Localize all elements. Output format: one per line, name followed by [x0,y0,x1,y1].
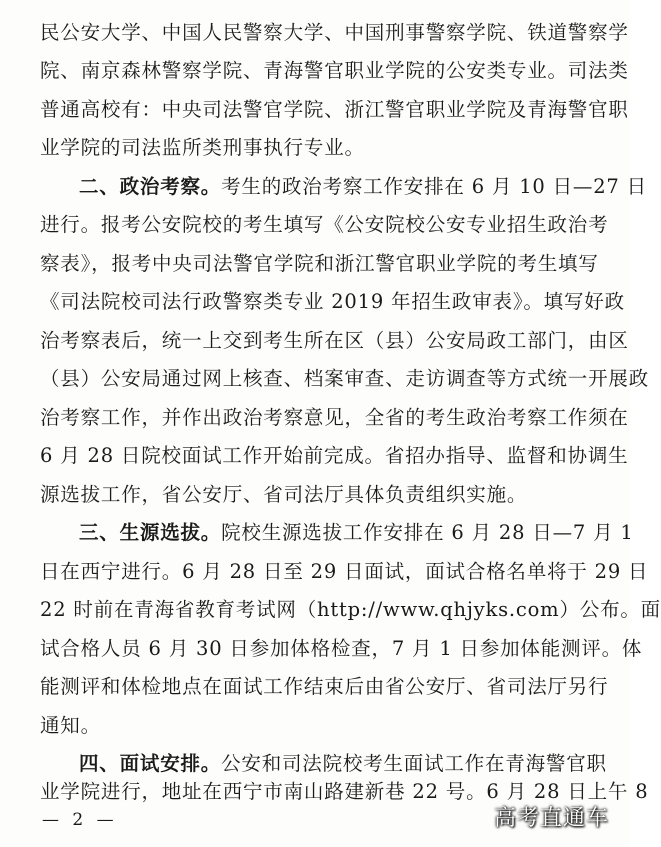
text-line: 试合格人员 6 月 30 日参加体格检查，7 月 1 日参加体能测评。体 [40,637,643,660]
section-heading: 三、生源选拔。 [79,521,222,544]
section-heading: 二、政治考察。 [79,175,222,198]
section-paragraph-political [79,172,647,202]
text-line: 进行。报考公安院校的考生填写《公安院校公安专业招生政治考 [40,213,609,236]
text-span: 院校生源选拔工作安排在 6 月 28 日—7 月 1 [221,521,634,544]
text-line: 6 月 28 日院校面试工作开始前完成。省招办指导、监督和协调生 [40,444,629,467]
text-line: 《司法院校司法行政警察类专业 2019 年招生政审表》。填写好政 [40,290,625,313]
text-line: 院、南京森林警察学院、青海警官职业学院的公安类专业。司法类 [40,59,629,82]
page-number: — 2 — [42,810,118,830]
section-paragraph-selection [79,518,634,548]
text-line: 民公安大学、中国人民警察大学、中国刑事警察学院、铁道警察学 [40,21,629,44]
text-line: 源选拔工作，省公安厅、省司法厅具体负责组织实施。 [40,483,528,506]
text-line: 治考察工作，并作出政治考察意见，全省的考生政治考察工作须在 [40,406,629,429]
section-heading: 四、面试安排。 [79,752,222,775]
text-line: 能测评和体检地点在面试工作结束后由省公安厅、省司法厅另行 [40,675,609,698]
section-paragraph-interview [79,749,607,779]
text-line: 业学院的司法监所类刑事执行专业。 [40,136,365,159]
text-span: 公安和司法院校考生面试工作在青海警官职 [221,752,607,775]
text-line: 普通高校有：中央司法警官学院、浙江警官职业学院及青海警官职 [40,98,629,121]
text-line: 日在西宁进行。6 月 28 日至 29 日面试，面试合格名单将于 29 日 [40,560,649,583]
text-line: 通知。 [40,714,101,737]
text-span: 考生的政治考察工作安排在 6 月 10 日—27 日 [221,175,647,198]
text-line: 业学院进行，地址在西宁市南山路建新巷 22 号。6 月 28 日上午 8 [40,780,649,803]
text-line: 治考察表后，统一上交到考生所在区（县）公安局政工部门，由区 [40,329,629,352]
watermark-label: 高考直通车 [493,806,609,831]
text-line: 察表》，报考中央司法警官学院和浙江警官职业学院的考生填写 [40,252,599,275]
text-line: （县）公安局通过网上核查、档案审查、走访调查等方式统一开展政 [40,367,650,390]
text-line: 22 时前在青海省教育考试网（http://www.qhjyks.com）公布。面 [40,598,661,621]
